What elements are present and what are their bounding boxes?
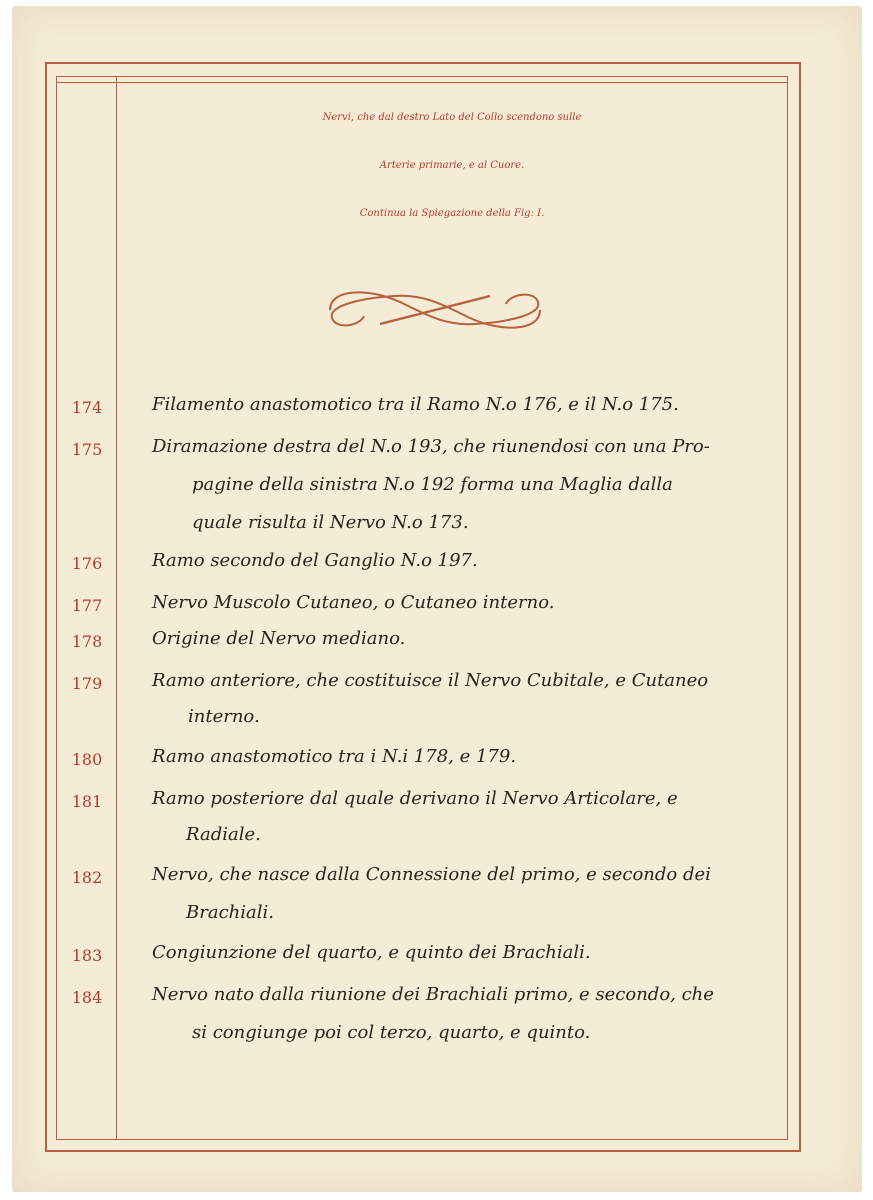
- entry-176-line-1: Ramo secondo del Ganglio N.o 197.: [152, 550, 478, 571]
- entry-number-183: 183: [71, 946, 103, 965]
- entry-number-177: 177: [71, 596, 103, 615]
- title-line-1: Nervi, che dal destro Lato del Collo scendono sulle: [322, 112, 582, 123]
- entry-number-182: 182: [71, 868, 103, 887]
- entry-number-179: 179: [71, 674, 103, 693]
- title-line-2: Arterie primarie, e al Cuore.: [379, 160, 525, 171]
- entry-number-180: 180: [71, 750, 103, 769]
- entry-182-line-1: Nervo, che nasce dalla Connessione del primo, e secondo dei: [152, 864, 711, 885]
- entry-number-174: 174: [71, 398, 103, 417]
- margin-rule: [116, 76, 117, 1140]
- entry-181-line-2: Radiale.: [186, 824, 261, 845]
- entry-number-181: 181: [71, 792, 103, 811]
- title-line-3: Continua la Spiegazione della Fig: I.: [359, 208, 545, 219]
- entry-184-line-2: si congiunge poi col terzo, quarto, e quinto.: [192, 1022, 591, 1043]
- entry-183-line-1: Congiunzione del quarto, e quinto dei Brachiali.: [152, 942, 591, 963]
- entry-181-line-1: Ramo posteriore dal quale derivano il Nervo Articolare, e: [152, 788, 678, 809]
- entry-174-line-1: Filamento anastomotico tra il Ramo N.o 176, e il N.o 175.: [152, 394, 679, 415]
- entry-number-175: 175: [71, 440, 103, 459]
- entry-175-line-1: Diramazione destra del N.o 193, che riunendosi con una Pro-: [152, 436, 710, 457]
- calligraphic-flourish-icon: [310, 280, 560, 340]
- entry-175-line-3: quale risulta il Nervo N.o 173.: [192, 512, 469, 533]
- top-double-rule: [56, 82, 788, 83]
- entry-number-178: 178: [71, 632, 103, 651]
- entry-number-176: 176: [71, 554, 103, 573]
- entry-179-line-1: Ramo anteriore, che costituisce il Nervo Cubitale, e Cutaneo: [152, 670, 709, 691]
- entry-182-line-2: Brachiali.: [186, 902, 274, 923]
- entry-175-line-2: pagine della sinistra N.o 192 forma una Maglia dalla: [192, 474, 673, 495]
- entry-179-line-2: interno.: [188, 706, 260, 727]
- entry-177-line-1: Nervo Muscolo Cutaneo, o Cutaneo interno.: [152, 592, 555, 613]
- entry-180-line-1: Ramo anastomotico tra i N.i 178, e 179.: [152, 746, 517, 767]
- entry-178-line-1: Origine del Nervo mediano.: [152, 628, 406, 649]
- entry-184-line-1: Nervo nato dalla riunione dei Brachiali primo, e secondo, che: [152, 984, 714, 1005]
- entry-number-184: 184: [71, 988, 103, 1007]
